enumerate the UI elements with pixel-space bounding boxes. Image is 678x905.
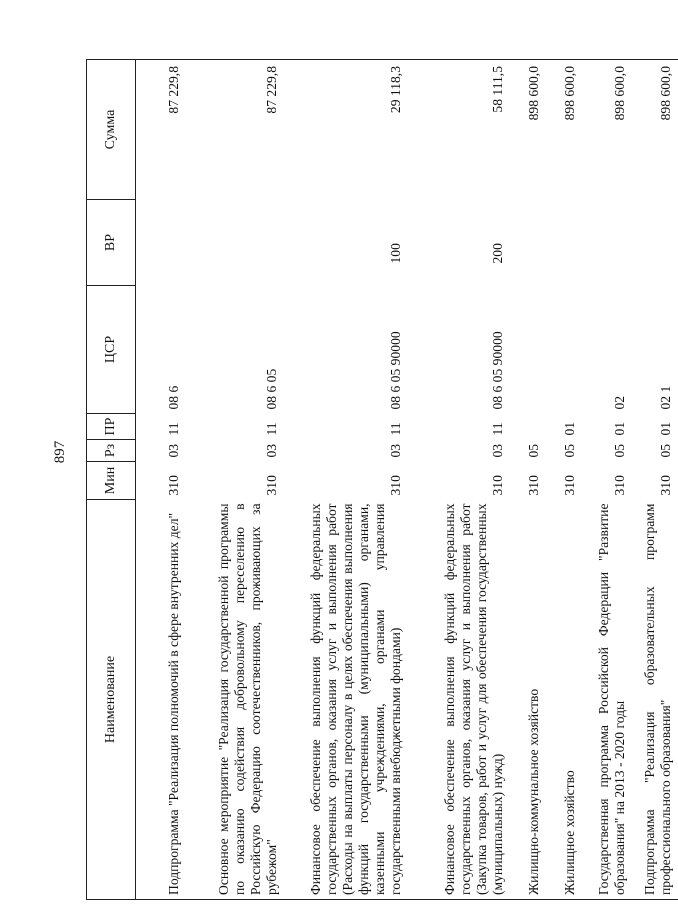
cell-vr	[510, 200, 546, 286]
header-vr: ВР	[87, 200, 136, 286]
cell-rz: 05	[562, 443, 577, 458]
header-name: Наименование	[87, 500, 136, 900]
cell-pr: 01	[612, 421, 627, 436]
cell-sum: 898 600,0	[632, 60, 678, 200]
cell-min: 310	[490, 475, 505, 496]
cell-name: Подпрограмма "Реализация образовательных программ профессионального образования"	[632, 500, 678, 900]
header-csr: ЦСР	[87, 286, 136, 414]
cell-csr: 08 6	[166, 385, 181, 410]
table-row	[408, 60, 510, 900]
cell-name: Основное мероприятие "Реализация государственной программы по оказанию содействия добровольному переселению в Российскую Федерацию соотечественников, проживающих за рубежом"	[186, 500, 284, 900]
cell-name: Финансовое обеспечение выполнения функций федеральных государственных органов, оказания услуг и выполнения работ (Закупка товаров, работ и услуг для обеспечения государственных (муниципальных) нужд)	[408, 500, 510, 900]
cell-vr	[582, 200, 632, 286]
cell-rz: 03	[490, 443, 505, 458]
cell-csr: 02 1	[658, 385, 673, 410]
cell-sum: 898 600,0	[510, 60, 546, 200]
table-row	[284, 60, 408, 900]
cell-csr: 02	[612, 395, 627, 410]
cell-min: 310	[526, 475, 541, 496]
cell-vr	[136, 200, 187, 286]
page-number: 897	[52, 440, 68, 464]
cell-pr: 01	[658, 421, 673, 436]
rotated-budget-table-sheet	[86, 60, 673, 900]
cell-rz: 03	[388, 443, 403, 458]
cell-sum: 898 600,0	[582, 60, 632, 200]
table-header-row	[87, 60, 136, 900]
cell-min: 310	[388, 475, 403, 496]
table-row	[510, 60, 546, 900]
cell-pr: 11	[166, 422, 181, 436]
cell-min: 310	[658, 475, 673, 496]
cell-name: Жилищно-коммунальное хозяйство	[510, 500, 546, 900]
budget-table	[86, 59, 678, 900]
cell-pr: 01	[562, 421, 577, 436]
cell-vr	[186, 200, 284, 286]
cell-csr	[546, 286, 582, 414]
cell-sum: 87 229,8	[186, 60, 284, 200]
cell-vr: 200	[490, 243, 505, 264]
cell-pr: 11	[388, 422, 403, 436]
table-row	[582, 60, 632, 900]
header-pr: ПР	[87, 414, 136, 440]
cell-pr	[510, 414, 546, 440]
cell-pr: 11	[490, 422, 505, 436]
header-min: Мин	[87, 462, 136, 500]
cell-vr	[632, 200, 678, 286]
cell-name: Жилищное хозяйство	[546, 500, 582, 900]
budget-table-container	[86, 60, 673, 900]
header-sum: Сумма	[87, 60, 136, 200]
cell-csr: 08 6 05	[264, 368, 279, 410]
cell-sum: 58 111,5	[408, 60, 510, 200]
cell-csr: 08 6 05 90000	[490, 331, 505, 410]
cell-min: 310	[562, 475, 577, 496]
cell-rz: 05	[526, 443, 541, 458]
cell-sum: 29 118,3	[284, 60, 408, 200]
table-row	[632, 60, 678, 900]
cell-rz: 05	[612, 443, 627, 458]
header-rz: Рз	[87, 440, 136, 462]
table-row	[186, 60, 284, 900]
cell-rz: 03	[166, 443, 181, 458]
cell-min: 310	[612, 475, 627, 496]
cell-sum: 87 229,8	[136, 60, 187, 200]
table-row	[546, 60, 582, 900]
cell-csr	[510, 286, 546, 414]
cell-name: Подпрограмма "Реализация полномочий в сфере внутренних дел"	[136, 500, 187, 900]
cell-csr: 08 6 05 90000	[388, 331, 403, 410]
cell-vr	[546, 200, 582, 286]
cell-min: 310	[264, 475, 279, 496]
cell-pr: 11	[264, 422, 279, 436]
cell-sum: 898 600,0	[546, 60, 582, 200]
cell-min: 310	[166, 475, 181, 496]
table-row	[136, 60, 187, 900]
cell-vr: 100	[388, 243, 403, 264]
cell-rz: 05	[658, 443, 673, 458]
cell-rz: 03	[264, 443, 279, 458]
cell-name: Государственная программа Российской Федерации "Развитие образования" на 2013 - 2020 годы	[582, 500, 632, 900]
cell-name: Финансовое обеспечение выполнения функций федеральных государственных органов, оказания услуг и выполнения работ (Расходы на выплаты персоналу в целях обеспечения выполнения функций государственными (муниципальными) органами, казенными учреждениями, органами управления государственными внебюджетными фондами)	[284, 500, 408, 900]
